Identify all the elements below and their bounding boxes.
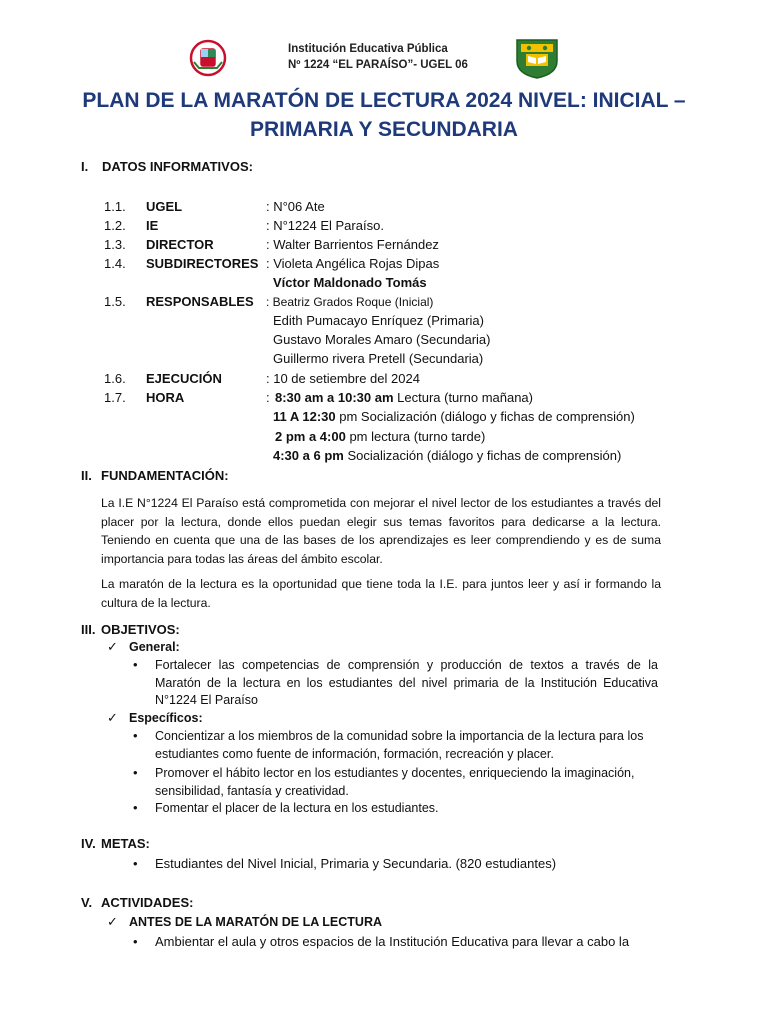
hour-line xyxy=(275,390,533,405)
general-objective: Fortalecer las competencias de comprensión y producción de textos a través de la Maratón de la lectura en los estudiantes del nivel primaria de la Institución Educativa N°1224 El Paraíso xyxy=(155,658,658,707)
section-5-number: V. xyxy=(81,895,93,910)
hour-bold: 8:30 am a 10:30 am xyxy=(275,390,394,405)
hour-line xyxy=(273,409,635,424)
bullet-icon: • xyxy=(133,856,138,871)
row-key-ejecucion: EJECUCIÓN xyxy=(146,371,222,386)
row-key-hora: HORA xyxy=(146,390,185,405)
hour-rest: Socialización (diálogo y fichas de comprensión) xyxy=(343,448,622,463)
hour-rest: Lectura (turno mañana) xyxy=(393,390,533,405)
checkmark-icon: ✓ xyxy=(107,710,118,725)
bullet-icon: • xyxy=(133,934,138,949)
metas-item: Estudiantes del Nivel Inicial, Primaria y Secundaria. (820 estudiantes) xyxy=(155,856,557,871)
activities-item: Ambientar el aula y otros espacios de la Institución Educativa para llevar a cabo la xyxy=(155,934,630,949)
bullet-icon: • xyxy=(133,728,138,743)
row-value-director: : Walter Barrientos Fernández xyxy=(266,237,439,252)
row-num: 1.7. xyxy=(104,390,126,405)
section-2-heading: FUNDAMENTACIÓN: xyxy=(101,468,229,483)
school-shield-icon xyxy=(514,37,560,79)
row-value-subdirectores: : Violeta Angélica Rojas Dipas xyxy=(266,256,440,271)
specific-objective: Fomentar el placer de la lectura en los estudiantes. xyxy=(155,801,439,815)
row-num: 1.3. xyxy=(104,237,126,252)
hour-bold: 2 pm a 4:00 xyxy=(275,429,346,444)
section-2-number: II. xyxy=(81,468,92,483)
section-4-heading: METAS: xyxy=(101,836,150,851)
row-value-ugel: : N°06 Ate xyxy=(266,199,325,214)
institution-name: Institución Educativa Pública xyxy=(288,43,448,55)
institution-number: Nº 1224 “EL PARAÍSO”- UGEL 06 xyxy=(288,59,468,71)
specific-objective: Promover el hábito lector en los estudiantes y docentes, enriqueciendo la imaginación, sensibilidad, fantasía y creatividad. xyxy=(155,766,635,798)
hour-rest: pm Socialización (diálogo y fichas de comprensión) xyxy=(335,409,635,424)
specific-objective: Concientizar a los miembros de la comunidad sobre la importancia de la lectura para los estudiantes como fuente de información, formación, recreación y placer. xyxy=(155,729,644,761)
document-title-line2: PRIMARIA Y SECUNDARIA xyxy=(250,118,518,141)
section-4-number: IV. xyxy=(81,836,96,851)
fundamentacion-paragraph-2: La maratón de la lectura es la oportunidad que tiene toda la I.E. para juntos leer y así ir formando la cultura de la lectura. xyxy=(101,577,661,610)
section-3-number: III. xyxy=(81,622,96,637)
hour-line xyxy=(275,429,485,444)
fundamentacion-paragraph-1: La I.E N°1224 El Paraíso está comprometida con mejorar el nivel lector de los estudiantes a través del placer por la lectura, donde ellos puedan elegir sus temas favoritos para dedicarse a la lectura. Teniendo en cuenta que una de las bases de los aprendizajes es leer comprendiendo y es de suma importancia para todas las áreas del ámbito escolar. xyxy=(101,496,661,566)
section-3-heading: OBJETIVOS: xyxy=(101,622,180,637)
row-value-subdirectores-extra: Víctor Maldonado Tomás xyxy=(273,275,427,290)
responsable-line: Edith Pumacayo Enríquez (Primaria) xyxy=(273,313,484,328)
row-num: 1.6. xyxy=(104,371,126,386)
row-num: 1.1. xyxy=(104,199,126,214)
row-key-ie: IE xyxy=(146,218,159,233)
row-value-ie: : N°1224 El Paraíso. xyxy=(266,218,384,233)
responsable-line: Gustavo Morales Amaro (Secundaria) xyxy=(273,332,491,347)
row-value-responsables: : Beatriz Grados Roque (Inicial) xyxy=(266,295,434,309)
peru-escudo-icon xyxy=(188,38,228,78)
bullet-icon: • xyxy=(133,765,138,780)
hour-line xyxy=(273,448,621,463)
checkmark-icon: ✓ xyxy=(107,639,118,654)
row-num: 1.2. xyxy=(104,218,126,233)
activities-sublabel: ANTES DE LA MARATÓN DE LA LECTURA xyxy=(129,915,382,929)
bullet-icon: • xyxy=(133,657,138,672)
row-key-ugel: UGEL xyxy=(146,199,183,214)
row-num: 1.4. xyxy=(104,256,126,271)
row-num: 1.5. xyxy=(104,294,126,309)
document-title-line1: PLAN DE LA MARATÓN DE LECTURA 2024 NIVEL: INICIAL – xyxy=(82,89,686,112)
row-value-ejecucion: : 10 de setiembre del 2024 xyxy=(266,371,420,386)
hour-bold: 11 A 12:30 xyxy=(273,409,336,424)
row-key-subdirectores: SUBDIRECTORES xyxy=(146,256,259,271)
row-value-hora-colon: : xyxy=(266,390,270,405)
general-label: General: xyxy=(129,640,180,654)
bullet-icon: • xyxy=(133,800,138,815)
section-5-heading: ACTIVIDADES: xyxy=(101,895,194,910)
responsable-line: Guillermo rivera Pretell (Secundaria) xyxy=(273,351,484,366)
row-key-director: DIRECTOR xyxy=(146,237,214,252)
row-key-responsables: RESPONSABLES xyxy=(146,294,254,309)
hour-bold: 4:30 a 6 pm xyxy=(273,448,344,463)
hour-rest: pm lectura (turno tarde) xyxy=(345,429,486,444)
section-1-heading: DATOS INFORMATIVOS: xyxy=(102,159,253,174)
specific-label: Específicos: xyxy=(129,711,203,725)
checkmark-icon: ✓ xyxy=(107,914,118,929)
section-1-number: I. xyxy=(81,159,89,174)
